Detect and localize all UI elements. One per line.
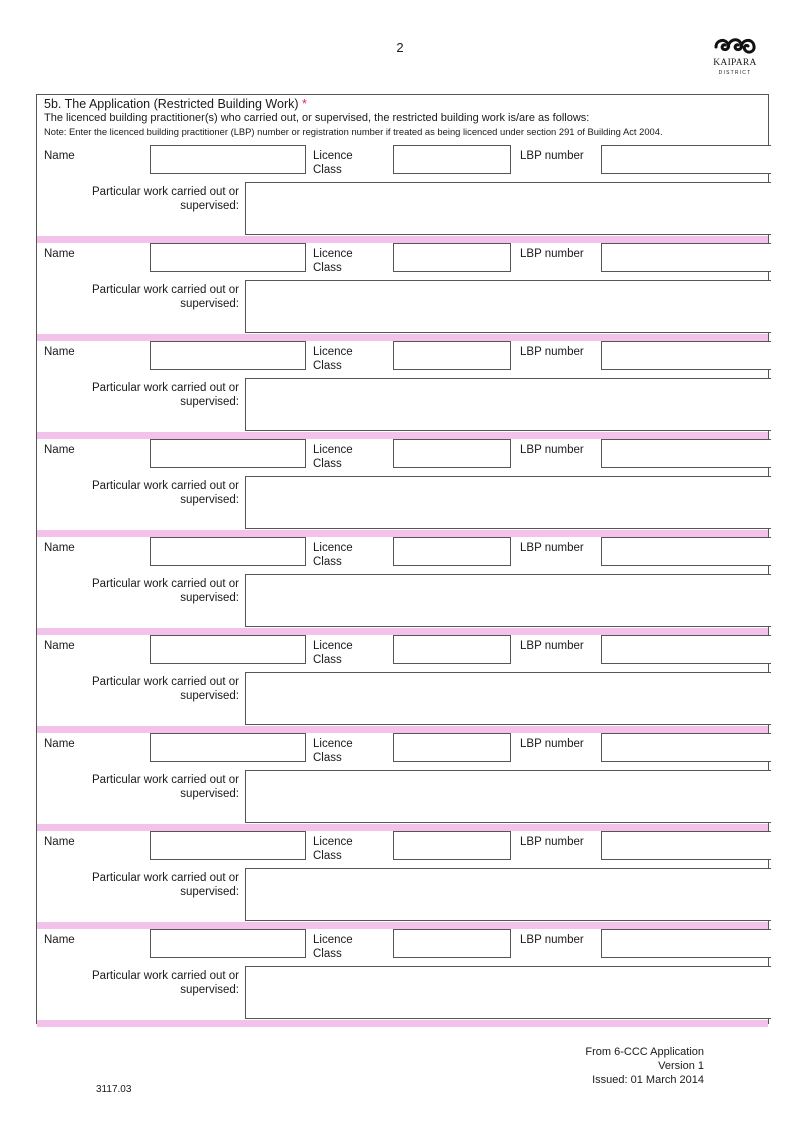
- name-field[interactable]: [150, 733, 306, 762]
- work-field[interactable]: [245, 476, 771, 529]
- lbp-number-field[interactable]: [601, 733, 771, 762]
- footer-code: 3117.03: [96, 1084, 132, 1095]
- section-note: Note: Enter the licenced building practitioner (LBP) number or registration number if treated as being licenced under section 291 of Building Act 2004.: [44, 126, 663, 137]
- work-field[interactable]: [245, 770, 771, 823]
- practitioner-entry: [37, 341, 768, 439]
- name-field[interactable]: [150, 439, 306, 468]
- section-intro: The licenced building practitioner(s) who carried out, or supervised, the restricted building work is/are as follows:: [44, 112, 590, 124]
- work-field[interactable]: [245, 868, 771, 921]
- row-separator-band: [37, 628, 768, 635]
- name-label: Name: [44, 640, 75, 652]
- footer-info: [585, 1045, 704, 1087]
- licence-class-field[interactable]: [393, 145, 511, 174]
- row-separator-band: [37, 334, 768, 341]
- row-separator-band: [37, 530, 768, 537]
- practitioner-entry: [37, 439, 768, 537]
- licence-class-field[interactable]: [393, 733, 511, 762]
- row-separator-band: [37, 432, 768, 439]
- licence-class-field[interactable]: [393, 243, 511, 272]
- practitioner-entry: [37, 831, 768, 929]
- row-separator-band: [37, 1020, 768, 1027]
- licence-class-label: Licence Class: [313, 150, 353, 176]
- work-label: Particular work carried out or supervised:: [92, 186, 239, 212]
- lbp-number-field[interactable]: [601, 341, 771, 370]
- practitioner-entry: [37, 243, 768, 341]
- practitioner-entry: [37, 635, 768, 733]
- licence-class-field[interactable]: [393, 929, 511, 958]
- licence-class-field[interactable]: [393, 537, 511, 566]
- row-separator-band: [37, 726, 768, 733]
- licence-class-label: Licence Class: [313, 640, 353, 666]
- name-label: Name: [44, 150, 75, 162]
- lbp-number-label: LBP number: [520, 640, 584, 652]
- work-label: Particular work carried out or supervised:: [92, 480, 239, 506]
- lbp-number-field[interactable]: [601, 537, 771, 566]
- name-label: Name: [44, 542, 75, 554]
- work-label: Particular work carried out or supervised:: [92, 382, 239, 408]
- lbp-number-field[interactable]: [601, 243, 771, 272]
- name-label: Name: [44, 738, 75, 750]
- licence-class-label: Licence Class: [313, 346, 353, 372]
- lbp-number-field[interactable]: [601, 439, 771, 468]
- licence-class-label: Licence Class: [313, 444, 353, 470]
- section-title: [44, 97, 307, 111]
- lbp-number-label: LBP number: [520, 248, 584, 260]
- practitioner-entry: [37, 145, 768, 243]
- footer-issued: Issued: 01 March 2014: [592, 1074, 704, 1086]
- work-field[interactable]: [245, 574, 771, 627]
- lbp-number-label: LBP number: [520, 542, 584, 554]
- footer-form-name: From 6-CCC Application: [585, 1046, 704, 1058]
- licence-class-field[interactable]: [393, 341, 511, 370]
- name-field[interactable]: [150, 537, 306, 566]
- lbp-number-label: LBP number: [520, 836, 584, 848]
- row-separator-band: [37, 922, 768, 929]
- licence-class-label: Licence Class: [313, 248, 353, 274]
- name-field[interactable]: [150, 929, 306, 958]
- page-number: 2: [396, 40, 404, 55]
- licence-class-label: Licence Class: [313, 836, 353, 862]
- kaipara-swirl-logo-icon: [712, 34, 758, 58]
- work-label: Particular work carried out or supervised:: [92, 872, 239, 898]
- licence-class-label: Licence Class: [313, 738, 353, 764]
- logo-wordmark: KAIPARA: [713, 58, 757, 68]
- work-field[interactable]: [245, 966, 771, 1019]
- row-separator-band: [37, 236, 768, 243]
- lbp-number-label: LBP number: [520, 738, 584, 750]
- licence-class-label: Licence Class: [313, 934, 353, 960]
- work-label: Particular work carried out or supervised:: [92, 774, 239, 800]
- lbp-number-field[interactable]: [601, 831, 771, 860]
- lbp-number-field[interactable]: [601, 635, 771, 664]
- required-marker: *: [302, 97, 307, 111]
- name-field[interactable]: [150, 341, 306, 370]
- licence-class-label: Licence Class: [313, 542, 353, 568]
- lbp-number-label: LBP number: [520, 346, 584, 358]
- name-label: Name: [44, 836, 75, 848]
- name-label: Name: [44, 248, 75, 260]
- name-field[interactable]: [150, 145, 306, 174]
- footer-version: Version 1: [658, 1060, 704, 1072]
- section-title-text: 5b. The Application (Restricted Building Work): [44, 97, 299, 111]
- name-label: Name: [44, 346, 75, 358]
- practitioner-entry: [37, 929, 768, 1027]
- work-field[interactable]: [245, 280, 771, 333]
- kaipara-logo: [712, 34, 758, 84]
- work-label: Particular work carried out or supervised:: [92, 970, 239, 996]
- name-field[interactable]: [150, 831, 306, 860]
- practitioner-entry: [37, 733, 768, 831]
- row-separator-band: [37, 824, 768, 831]
- lbp-number-field[interactable]: [601, 145, 771, 174]
- work-field[interactable]: [245, 672, 771, 725]
- lbp-number-field[interactable]: [601, 929, 771, 958]
- work-label: Particular work carried out or supervised:: [92, 578, 239, 604]
- name-label: Name: [44, 934, 75, 946]
- licence-class-field[interactable]: [393, 635, 511, 664]
- work-field[interactable]: [245, 182, 771, 235]
- work-label: Particular work carried out or supervised:: [92, 284, 239, 310]
- lbp-number-label: LBP number: [520, 444, 584, 456]
- name-field[interactable]: [150, 243, 306, 272]
- name-field[interactable]: [150, 635, 306, 664]
- licence-class-field[interactable]: [393, 831, 511, 860]
- licence-class-field[interactable]: [393, 439, 511, 468]
- name-label: Name: [44, 444, 75, 456]
- restricted-building-work-form: [36, 94, 769, 1024]
- lbp-number-label: LBP number: [520, 150, 584, 162]
- logo-subtitle: DISTRICT: [718, 70, 752, 76]
- work-label: Particular work carried out or supervised:: [92, 676, 239, 702]
- work-field[interactable]: [245, 378, 771, 431]
- practitioner-entry: [37, 537, 768, 635]
- lbp-number-label: LBP number: [520, 934, 584, 946]
